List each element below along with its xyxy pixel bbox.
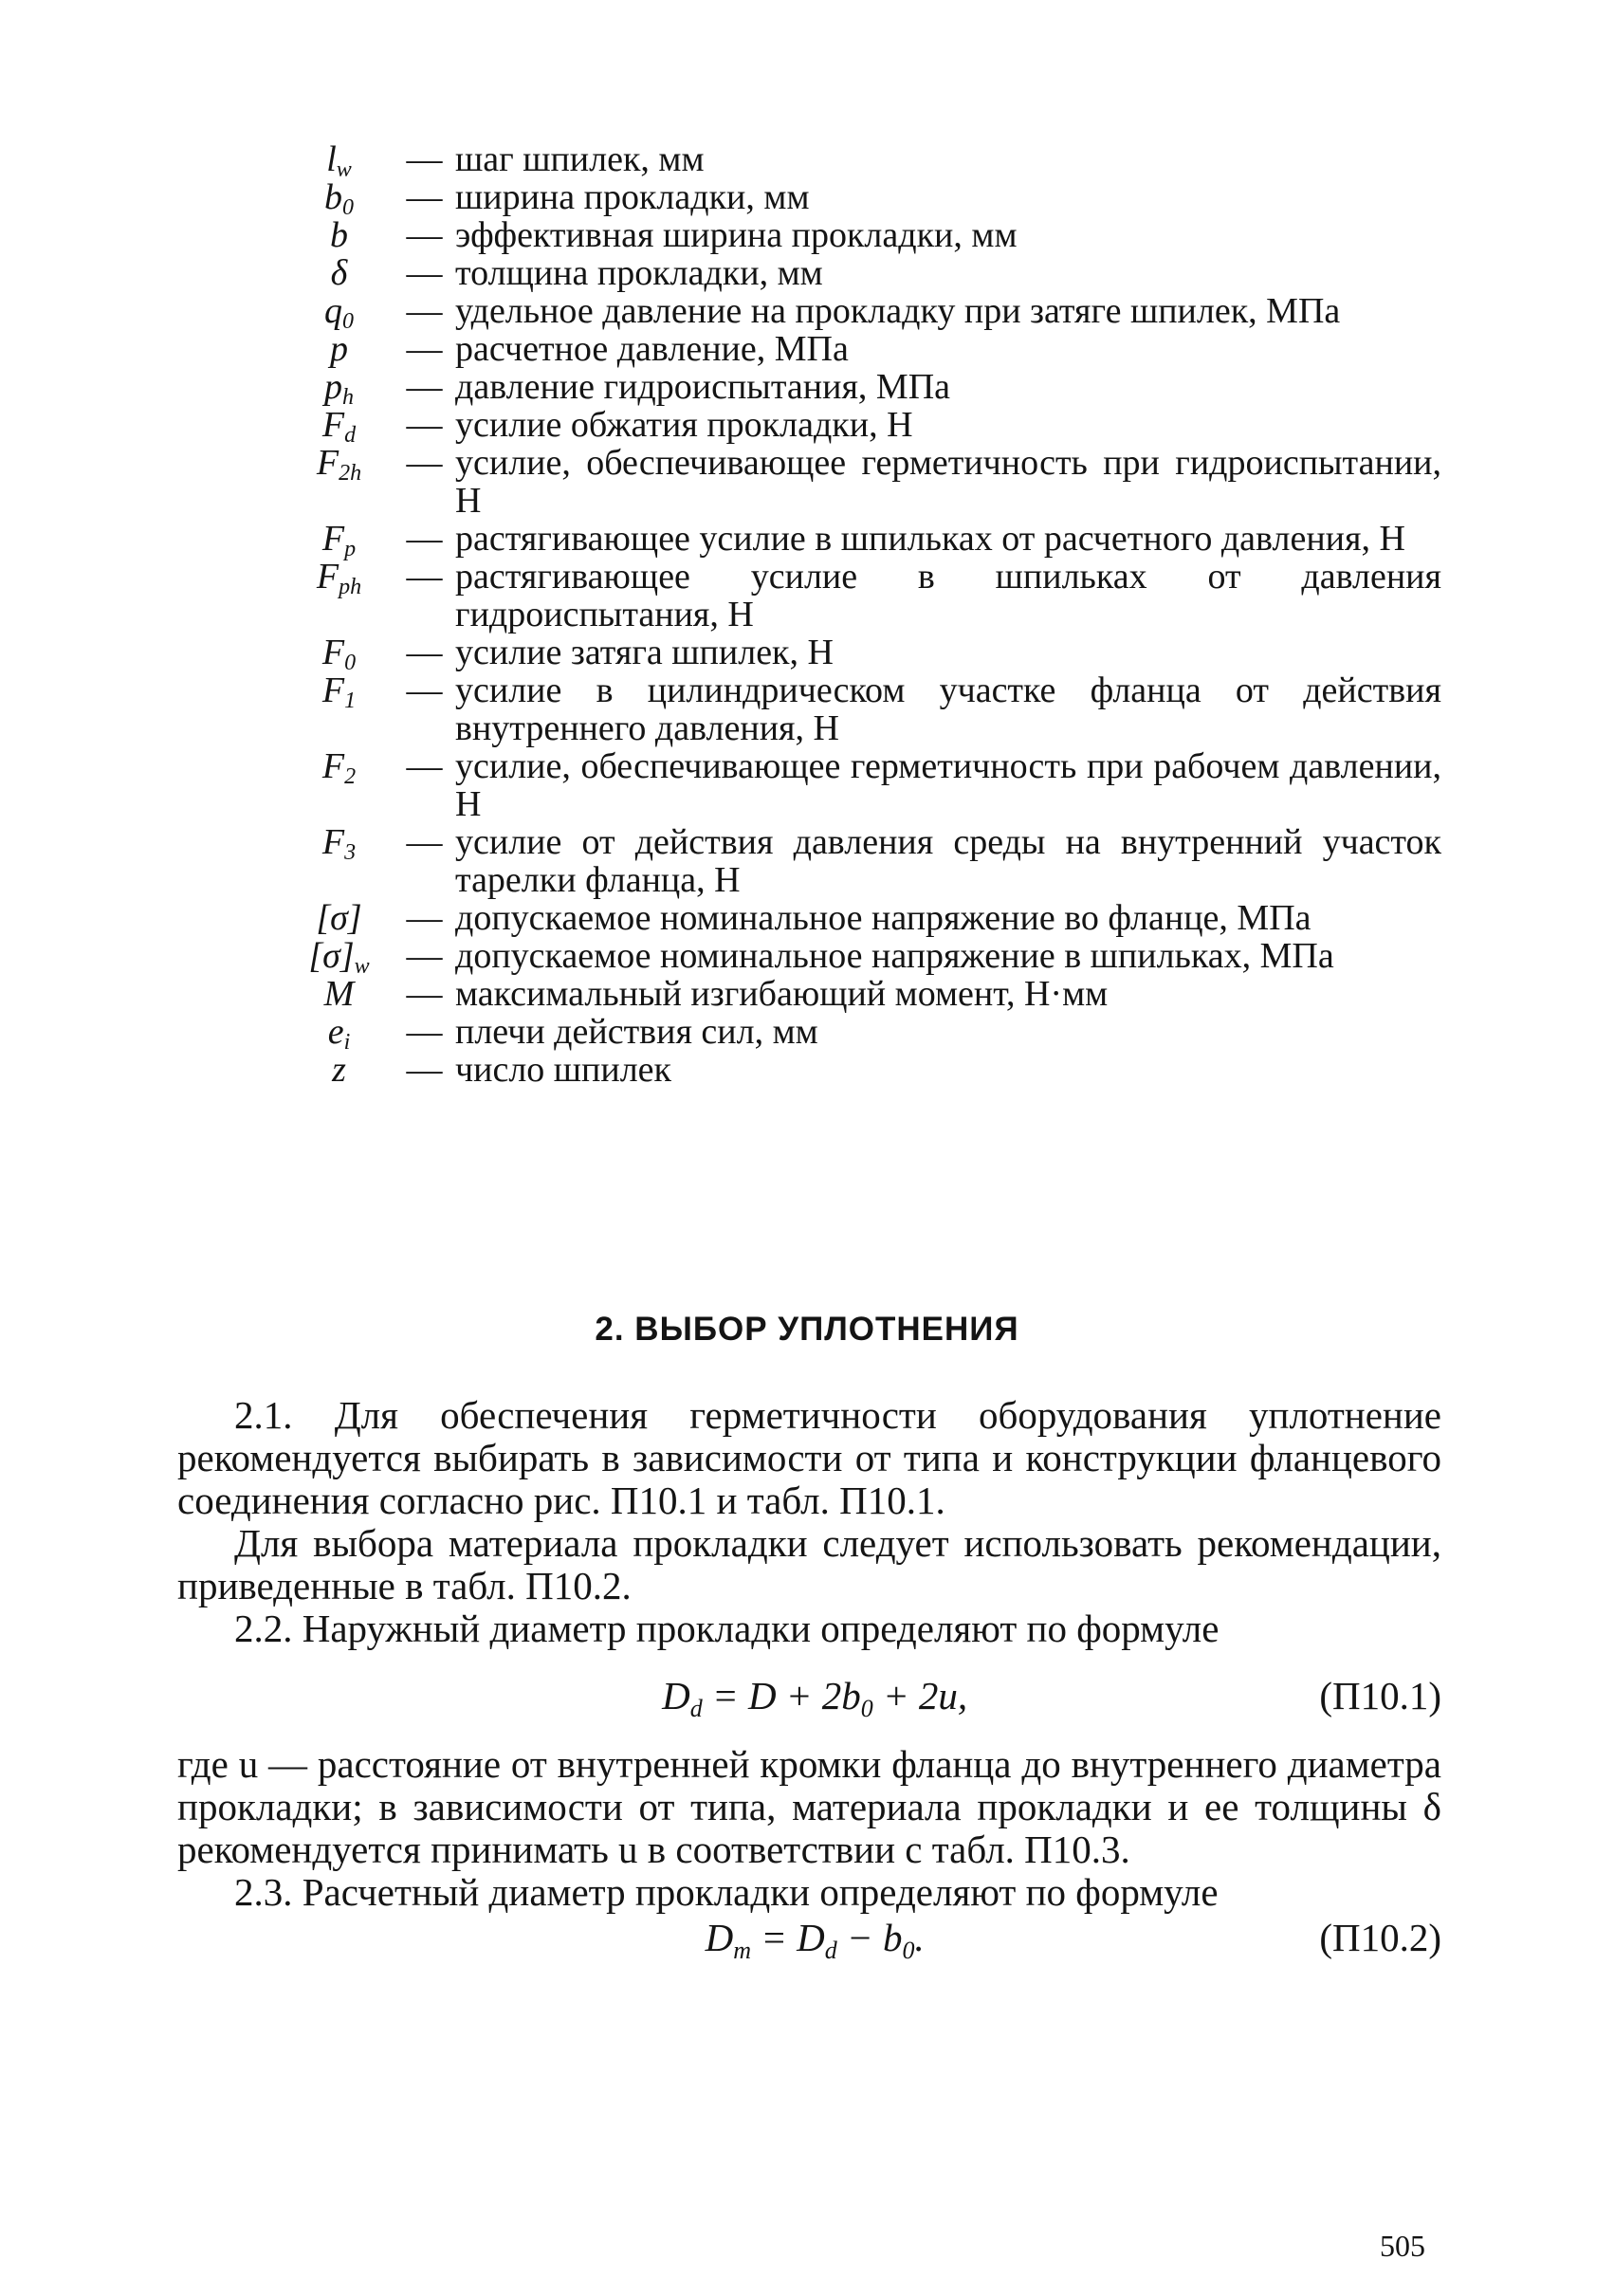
symbol-row: [284, 330, 1441, 368]
symbol-list: [284, 140, 1441, 1089]
paragraph-2-3: 2.3. Расчетный диаметр прокладки определяют по формуле: [234, 1870, 1219, 1914]
formula-row-p10-2: [177, 1914, 1441, 1964]
symbol-description: удельное давление на прокладку при затяге шпилек, МПа: [455, 291, 1341, 331]
definition-dash: —: [406, 822, 443, 862]
symbol: $e_i$: [327, 1012, 351, 1055]
symbol-row: [284, 823, 1441, 899]
symbol-row: [284, 747, 1441, 823]
symbol-row: [284, 405, 1441, 448]
symbol-description: максимальный изгибающий момент, Н·мм: [455, 974, 1109, 1014]
symbol-row: [284, 177, 1441, 220]
symbol: $F_2$: [321, 746, 357, 789]
symbol-description: число шпилек: [455, 1050, 671, 1090]
symbol: $p_h$: [324, 367, 354, 410]
formula-row-p10-1: [177, 1667, 1441, 1724]
definition-dash: —: [406, 936, 443, 976]
symbol-description: шаг шпилек, мм: [455, 139, 705, 179]
formula-p10-1: $D_d = D + 2b_0 + 2u$,: [662, 1674, 968, 1722]
symbol: $F_d$: [321, 405, 357, 448]
definition-dash: —: [406, 139, 443, 179]
symbol-row: [284, 1051, 1441, 1089]
paragraph-2-1: 2.1. Для обеспечения герметичности оборудования уплотнение рекомендуется выбирать в зависимости от типа и конструкции фланцевого соединения согласно рис. П10.1 и табл. П10.1.: [177, 1393, 1441, 1522]
symbol: z: [332, 1050, 346, 1090]
definition-dash: —: [406, 329, 443, 369]
definition-dash: —: [406, 557, 443, 597]
symbol-row: [284, 899, 1441, 937]
symbol-row: [284, 671, 1441, 747]
symbol: $[\sigma]_w$: [308, 936, 370, 979]
symbol: $b_0$: [324, 177, 354, 220]
definition-dash: —: [406, 291, 443, 331]
symbol-row: [284, 975, 1441, 1013]
symbol-row: [284, 444, 1441, 520]
formula-p10-2: $D_m = D_d - b_0$.: [705, 1916, 925, 1964]
symbol: δ: [330, 253, 348, 293]
symbol-description: расчетное давление, МПа: [455, 329, 849, 369]
symbol-description: допускаемое номинальное напряжение во фланце, МПа: [455, 898, 1311, 938]
definition-dash: —: [406, 746, 443, 786]
symbol-description: растягивающее усилие в шпильках от расчетного давления, Н: [455, 519, 1405, 559]
symbol: $F_3$: [321, 822, 357, 865]
definition-dash: —: [406, 974, 443, 1014]
section-body: [177, 1393, 1441, 1964]
symbol-description: усилие затяга шпилек, Н: [455, 633, 834, 672]
symbol-row: [284, 139, 1441, 182]
symbol-row: [284, 216, 1441, 254]
symbol-description: усилие от действия давления среды на внутренний участок тарелки фланца, Н: [455, 822, 1441, 900]
equation-number-p10-1: (П10.1): [1319, 1674, 1441, 1717]
paragraph-2-2: 2.2. Наружный диаметр прокладки определяют по формуле: [234, 1607, 1220, 1650]
symbol: p: [330, 329, 348, 369]
symbol-description: плечи действия сил, мм: [455, 1012, 818, 1052]
symbol: $F_{ph}$: [316, 557, 362, 599]
symbol: $F_1$: [321, 670, 357, 713]
symbol: M: [323, 974, 355, 1014]
symbol-row: [284, 633, 1441, 675]
symbol-row: [284, 558, 1441, 634]
definition-dash: —: [406, 519, 443, 559]
symbol-description: растягивающее усилие в шпильках от давления гидроиспытания, Н: [455, 557, 1441, 634]
symbol-row: [284, 519, 1441, 561]
symbol-description: эффективная ширина прокладки, мм: [455, 215, 1018, 255]
page-number: 505: [1380, 2229, 1425, 2263]
definition-dash: —: [406, 1012, 443, 1052]
symbol: [σ]: [316, 898, 362, 938]
definition-dash: —: [406, 405, 443, 445]
symbol-description: усилие обжатия прокладки, Н: [455, 405, 913, 445]
symbol-description: допускаемое номинальное напряжение в шпильках, МПа: [455, 936, 1334, 976]
symbol-description: усилие, обеспечивающее герметичность при рабочем давлении, Н: [455, 746, 1441, 824]
equation-number-p10-2: (П10.2): [1319, 1916, 1441, 1959]
definition-dash: —: [406, 443, 443, 483]
symbol: b: [330, 215, 348, 255]
definition-dash: —: [406, 633, 443, 672]
symbol-description: давление гидроиспытания, МПа: [455, 367, 951, 407]
symbol-description: усилие в цилиндрическом участке фланца от действия внутреннего давления, Н: [455, 670, 1441, 748]
definition-dash: —: [406, 670, 443, 710]
paragraph-material: Для выбора материала прокладки следует использовать рекомендации, приведенные в табл. П10.2.: [177, 1521, 1441, 1607]
symbol-row: [284, 254, 1441, 292]
symbol-description: усилие, обеспечивающее герметичность при гидроиспытании, Н: [455, 443, 1441, 521]
symbol-description: ширина прокладки, мм: [455, 177, 810, 217]
definition-dash: —: [406, 367, 443, 407]
symbol: $F_0$: [321, 633, 357, 675]
symbol: $q_0$: [324, 291, 354, 334]
symbol-description: толщина прокладки, мм: [455, 253, 823, 293]
symbol: $F_{2h}$: [316, 443, 362, 486]
symbol-row: [284, 291, 1441, 334]
section-heading: 2. ВЫБОР УПЛОТНЕНИЯ: [595, 1311, 1019, 1348]
symbol: $l_w$: [326, 139, 352, 182]
symbol-row: [284, 367, 1441, 410]
definition-dash: —: [406, 215, 443, 255]
definition-dash: —: [406, 253, 443, 293]
definition-dash: —: [406, 177, 443, 217]
symbol-row: [284, 936, 1441, 979]
definition-dash: —: [406, 1050, 443, 1090]
definition-dash: —: [406, 898, 443, 938]
paragraph-u-definition: где u — расстояние от внутренней кромки фланца до внутреннего диаметра прокладки; в зависимости от типа, материала прокладки и ее толщины δ рекомендуется принимать u в соответствии с табл. П10.3.: [177, 1742, 1441, 1871]
symbol-row: [284, 1012, 1441, 1055]
symbol: $F_p$: [321, 519, 357, 561]
